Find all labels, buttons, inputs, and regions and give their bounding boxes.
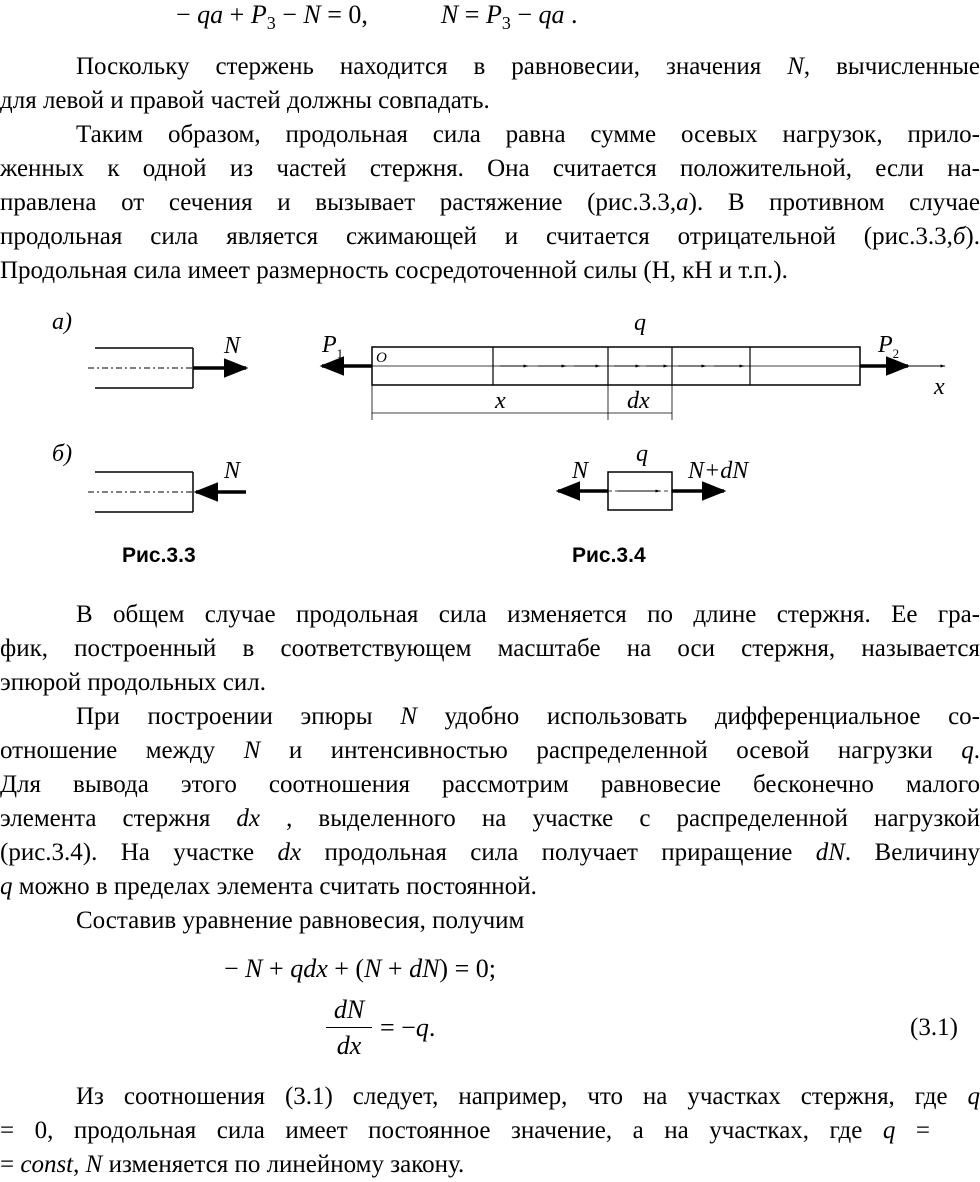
text-line: = const, N изменяется по линейному закону. bbox=[0, 1151, 465, 1178]
equation-fraction-num: dN bbox=[333, 995, 365, 1024]
fig-3-4-p2: $P_2$ bbox=[878, 332, 900, 361]
fraction-bar bbox=[326, 1027, 372, 1028]
fig-3-3-force-a: N bbox=[224, 333, 241, 359]
fig-3-3-force-b: N bbox=[224, 458, 241, 484]
top-equation-left: − qa + $P_3 - N = 0$, bbox=[176, 0, 368, 34]
text-line: В общем случае продольная сила изменяется по длине стержня. Ее гра- bbox=[76, 601, 980, 628]
equation-rhs: = −q. bbox=[380, 1013, 436, 1042]
text-line: Таким образом, продольная сила равна сумме осевых нагрузок, прило- bbox=[76, 121, 980, 148]
text-line: Продольная сила имеет размерность сосредоточенной силы (Н, кН и т.п.). bbox=[0, 257, 788, 284]
equation-number: (3.1) bbox=[910, 1014, 958, 1041]
fig-3-4-caption: Рис.3.4 bbox=[572, 544, 646, 567]
text-line: Составив уравнение равновесия, получим bbox=[76, 907, 525, 934]
equation-fraction-den: dx bbox=[336, 1031, 362, 1060]
text-line: эпюрой продольных сил. bbox=[0, 669, 266, 696]
fig-3-3-caption: Рис.3.3 bbox=[122, 544, 196, 567]
fig-3-4-p1: $P_1$ bbox=[322, 332, 344, 361]
text-line: (рис.3.4). На участке dx продольная сила получает приращение dN. Величину bbox=[0, 839, 980, 866]
fig-3-3-label-b: б) bbox=[52, 441, 73, 467]
text-line: отношение между N и интенсивностью распределенной осевой нагрузки q. bbox=[0, 737, 980, 764]
text-line: Для вывода этого соотношения рассмотрим равновесие бесконечно малого bbox=[0, 771, 980, 798]
fig-3-3-b bbox=[88, 472, 246, 512]
text-line: для левой и правой частей должны совпадать. bbox=[0, 87, 490, 114]
text-line: = 0, продольная сила имеет постоянное значение, а на участках, где q = bbox=[0, 1117, 930, 1144]
text-line: Из соотношения (3.1) следует, например, что на участках стержня, где q bbox=[76, 1083, 980, 1110]
fig-3-4-origin: O bbox=[376, 350, 387, 366]
top-equation-right: $N = P_3$ − qa . bbox=[440, 0, 578, 34]
text-line: правлена от сечения и вызывает растяжение (рис.3.3,а). В противном случае bbox=[0, 189, 980, 216]
text-line: При построении эпюры N удобно использовать дифференциальное со- bbox=[76, 703, 980, 730]
fig-3-4-axis-x: x bbox=[934, 374, 945, 400]
text-line: Поскольку стержень находится в равновесии, значения N, вычисленные bbox=[76, 53, 980, 80]
fig-3-3-a bbox=[88, 348, 246, 388]
fig-3-4-elem-n: N bbox=[572, 458, 589, 484]
fig-3-4-dim-dx: dx bbox=[627, 388, 650, 414]
fig-3-4-load-q: q bbox=[634, 310, 646, 336]
equation-equilibrium: − N + qdx + (N + dN) = 0; bbox=[224, 954, 496, 983]
text-line: продольная сила является сжимающей и считается отрицательной (рис.3.3,б). bbox=[0, 223, 980, 250]
fig-3-4-elem-q: q bbox=[636, 441, 648, 467]
fig-3-3-label-a: а) bbox=[52, 309, 72, 335]
text-line: элемента стержня dx , выделенного на участке с распределенной нагрузкой bbox=[0, 805, 980, 832]
fig-3-4-elem-n-dn: N+dN bbox=[688, 458, 749, 484]
text-line: женных к одной из частей стержня. Она считается положительной, если на- bbox=[0, 155, 980, 182]
fig-3-4-dim-x: x bbox=[495, 388, 506, 414]
text-line: фик, построенный в соответствующем масштабе на оси стержня, называется bbox=[0, 635, 980, 662]
text-line: q можно в пределах элемента считать постоянной. bbox=[0, 873, 537, 900]
